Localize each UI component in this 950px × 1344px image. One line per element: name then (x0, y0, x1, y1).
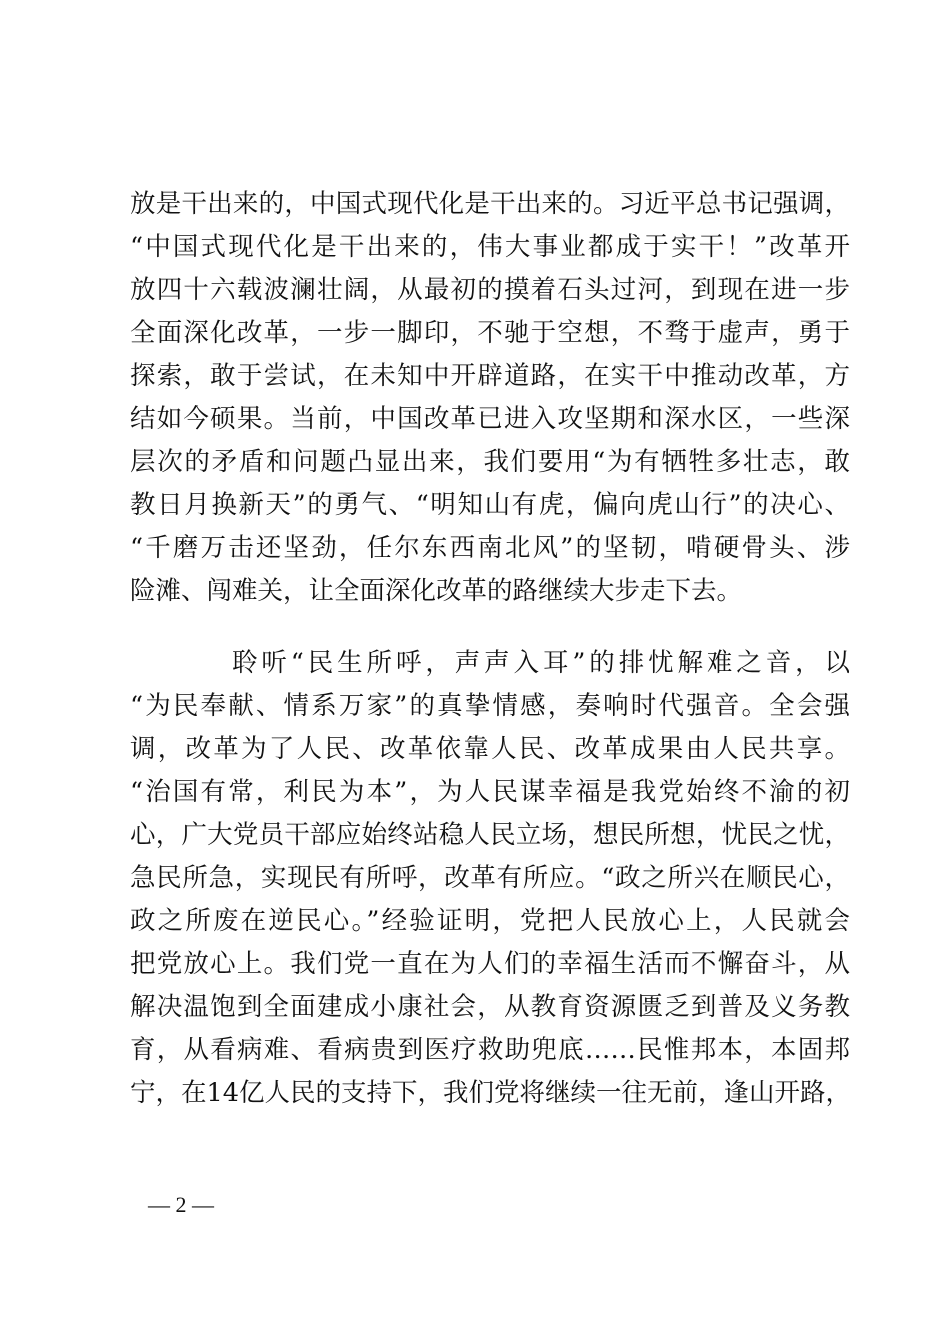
text-line: 调，改革为了人民、改革依靠人民、改革成果由人民共享。 (130, 734, 850, 764)
text-line: “千磨万击还坚劲，任尔东西南北风”的坚韧，啃硬骨头、涉 (130, 533, 850, 563)
text-line: 探索，敢于尝试，在未知中开辟道路，在实干中推动改革，方 (130, 361, 850, 391)
text-line: 政之所废在逆民心。”经验证明，党把人民放心上，人民就会 (130, 906, 850, 936)
text-line: 解决温饱到全面建成小康社会，从教育资源匮乏到普及义务教 (130, 992, 850, 1022)
text-line: 把党放心上。我们党一直在为人们的幸福生活而不懈奋斗，从 (130, 949, 850, 979)
text-line: 宁，在14亿人民的支持下，我们党将继续一往无前，逢山开路， (130, 1078, 851, 1108)
text-line: 全面深化改革，一步一脚印，不驰于空想，不骛于虚声，勇于 (130, 318, 850, 348)
text-line: “治国有常，利民为本”，为人民谋幸福是我党始终不渝的初 (130, 777, 850, 807)
text-line: 放四十六载波澜壮阔，从最初的摸着石头过河，到现在进一步 (130, 275, 850, 305)
paragraph-first-line: 聆听“民生所呼，声声入耳”的排忧解难之音，以 (232, 648, 850, 678)
text-line: 层次的矛盾和问题凸显出来，我们要用“为有牺牲多壮志，敢 (130, 447, 850, 477)
text-line: 教日月换新天”的勇气、“明知山有虎，偏向虎山行”的决心、 (130, 490, 850, 520)
text-line: “中国式现代化是干出来的，伟大事业都成于实干！”改革开 (130, 232, 850, 262)
text-line: 结如今硕果。当前，中国改革已进入攻坚期和深水区，一些深 (130, 404, 850, 434)
text-line: 放是干出来的，中国式现代化是干出来的。习近平总书记强调， (130, 189, 850, 219)
text-line: 心，广大党员干部应始终站稳人民立场，想民所想，忧民之忧， (130, 820, 850, 850)
text-line: 育，从看病难、看病贵到医疗救助兜底……民惟邦本，本固邦 (130, 1035, 850, 1065)
text-line: “为民奉献、情系万家”的真挚情感，奏响时代强音。全会强 (130, 691, 850, 721)
text-line: 急民所急，实现民有所呼，改革有所应。“政之所兴在顺民心， (130, 863, 850, 893)
text-line: 险滩、闯难关，让全面深化改革的路继续大步走下去。 (130, 576, 743, 606)
page-number: — 2 — (148, 1192, 214, 1217)
